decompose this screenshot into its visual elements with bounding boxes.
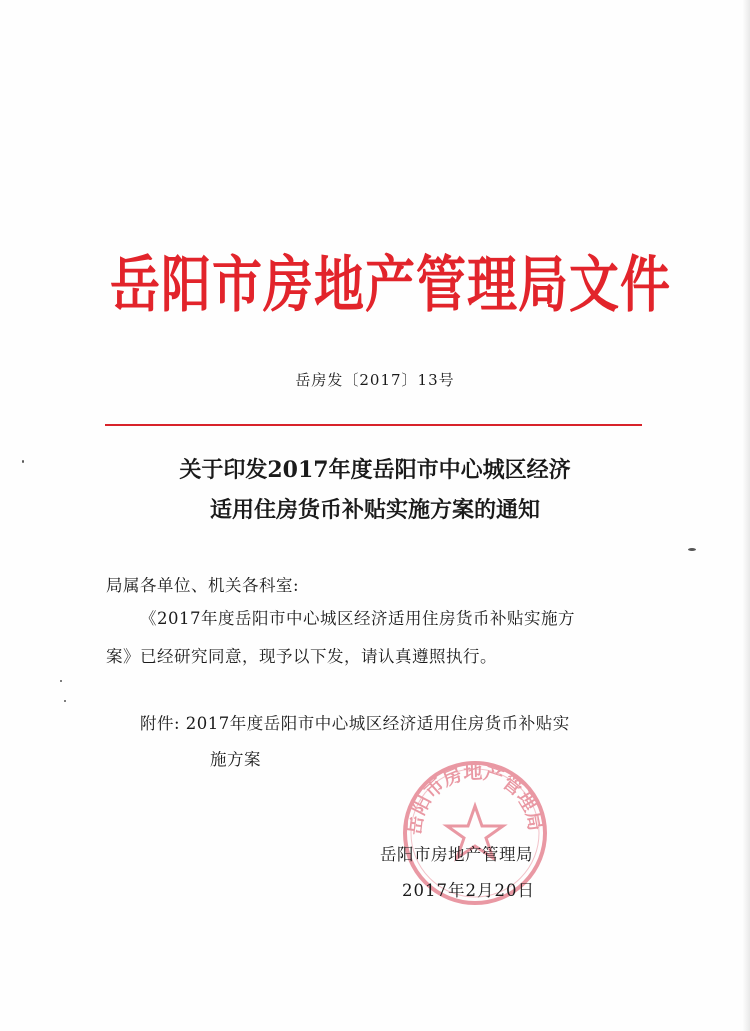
scan-edge <box>742 0 750 1031</box>
salutation: 局属各单位、机关各科室: <box>106 576 300 595</box>
header-divider-rule <box>105 424 642 426</box>
notice-title <box>120 450 630 530</box>
signature-date: 2017年2月20日 <box>402 881 535 900</box>
notice-title-line-1: 关于印发2017年度岳阳市中心城区经济 <box>179 457 571 483</box>
scan-speck <box>64 700 66 702</box>
attachment-line-1: 附件: 2017年度岳阳市中心城区经济适用住房货币补贴实 <box>140 714 570 733</box>
document-number: 岳房发〔2017〕13号 <box>295 371 455 389</box>
attachment-line-2: 施方案 <box>210 750 261 769</box>
scan-speck <box>22 460 24 463</box>
scan-speck <box>688 548 696 551</box>
scan-speck <box>60 680 62 682</box>
svg-text:岳阳市房地产管理局 <box>402 760 546 836</box>
signature-issuer: 岳阳市房地产管理局 <box>380 845 533 864</box>
notice-title-line-2: 适用住房货币补贴实施方案的通知 <box>209 497 540 523</box>
body-text-line-1: 《2017年度岳阳市中心城区经济适用住房货币补贴实施方 <box>140 609 575 628</box>
document-header-title: 岳阳市房地产管理局文件 <box>110 248 671 321</box>
seal-text: 岳阳市房地产管理局 <box>403 761 547 837</box>
body-text-line-2: 案》已经研究同意，现予以下发，请认真遵照执行。 <box>106 647 497 666</box>
